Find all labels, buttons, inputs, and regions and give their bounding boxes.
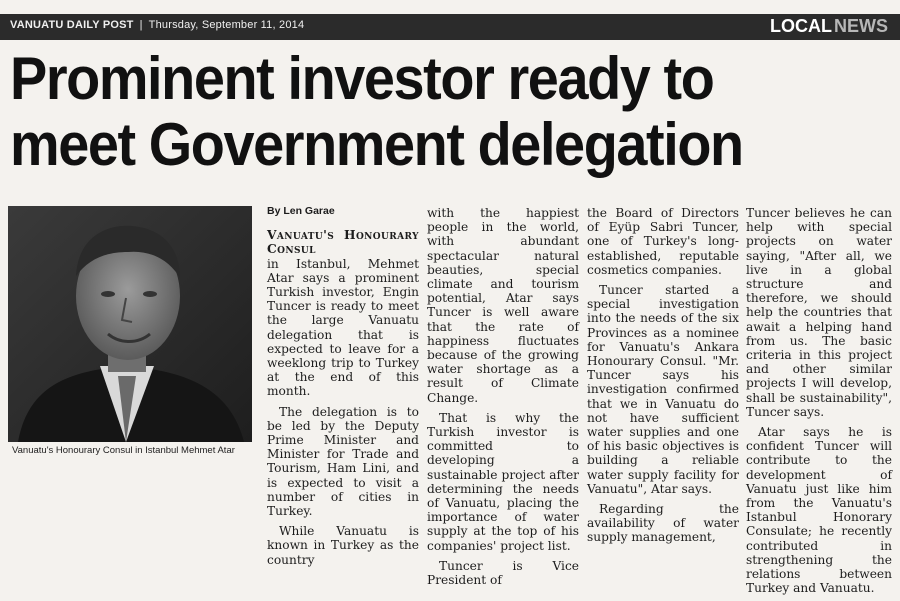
photo-caption: Vanuatu's Honourary Consul in Istanbul Mehmet Atar (12, 445, 235, 456)
masthead-bar (0, 14, 900, 40)
paragraph: with the happiest people in the world, with abundant spectacular natural beauties, special climate and tourism potential, Atar says Tuncer is well aware that the rate of happiness fluctuates because of the growing water shortage as a result of Climate Change. (427, 206, 579, 405)
paragraph: Tuncer is Vice President of (427, 558, 579, 588)
headline-line-2: meet Government delegation (10, 111, 743, 178)
section-news: NEWS (834, 16, 888, 36)
section-local: LOCAL (770, 16, 832, 36)
issue-date: Thursday, September 11, 2014 (148, 19, 305, 31)
byline: By Len Garae (267, 205, 335, 217)
consul-photo (8, 206, 252, 442)
paragraph: Tuncer believes he can help with special projects on water saying, "After all, we live in a global structure and therefore, we should help the countries that await a helping hand from us. The basic criteria in this project and other similar projects I will develop, shall be sustainability", Tuncer says. (746, 206, 892, 419)
paragraph: That is why the Turkish investor is committed to developing a sustainable project after determining the needs of Vanuatu, placing the importance of water supply at the top of his companies' project list. (427, 410, 579, 553)
paragraph: Atar says he is confident Tuncer will contribute to the development of Vanuatu just like him from the Vanuatu's Istanbul Honorary Consulate; he recently contributed in strengthening the relations between Turkey and Vanuatu. (746, 425, 892, 596)
paragraph: While Vanuatu is known in Turkey as the country (267, 524, 419, 567)
article-column-4 (746, 206, 892, 601)
section-label (770, 16, 888, 37)
masthead-info (10, 19, 304, 31)
article-column-2 (427, 206, 579, 593)
publication-name: VANUATU DAILY POST (10, 19, 134, 31)
portrait-image (8, 206, 252, 442)
article-column-1 (267, 204, 419, 573)
paragraph: Regarding the availability of water supply management, (587, 502, 739, 545)
headline-line-1: Prominent investor ready to (10, 45, 714, 112)
article-kicker: Vanuatu's Honourary Consul (267, 228, 419, 257)
article-headline (10, 46, 828, 178)
paragraph: Tuncer started a special investigation into the needs of the six Provinces as a nominee for Vanuatu's Ankara Honourary Consul. "Mr. Tuncer says his investigation confirmed that we in Vanuatu do not have sufficient water supplies and one of his basic objectives is building a reliable water supply facility for Vanuatu", Atar says. (587, 283, 739, 496)
paragraph: The delegation is to be led by the Deputy Prime Minister and Minister for Trade and Tourism, Ham Lini, and is expected to visit a number of cities in Turkey. (267, 404, 419, 519)
article-column-3 (587, 206, 739, 551)
paragraph (267, 228, 419, 398)
paragraph-text: in Istanbul, Mehmet Atar says a prominent Turkish investor, Engin Tuncer is ready to meet the large Vanuatu delegation that is expected to leave for a weeklong trip to Turkey at the end of this month. (267, 256, 419, 399)
masthead-separator: | (139, 19, 143, 31)
paragraph: the Board of Directors of Eyüp Sabri Tuncer, one of Turkey's long-established, reputable cosmetics companies. (587, 206, 739, 277)
